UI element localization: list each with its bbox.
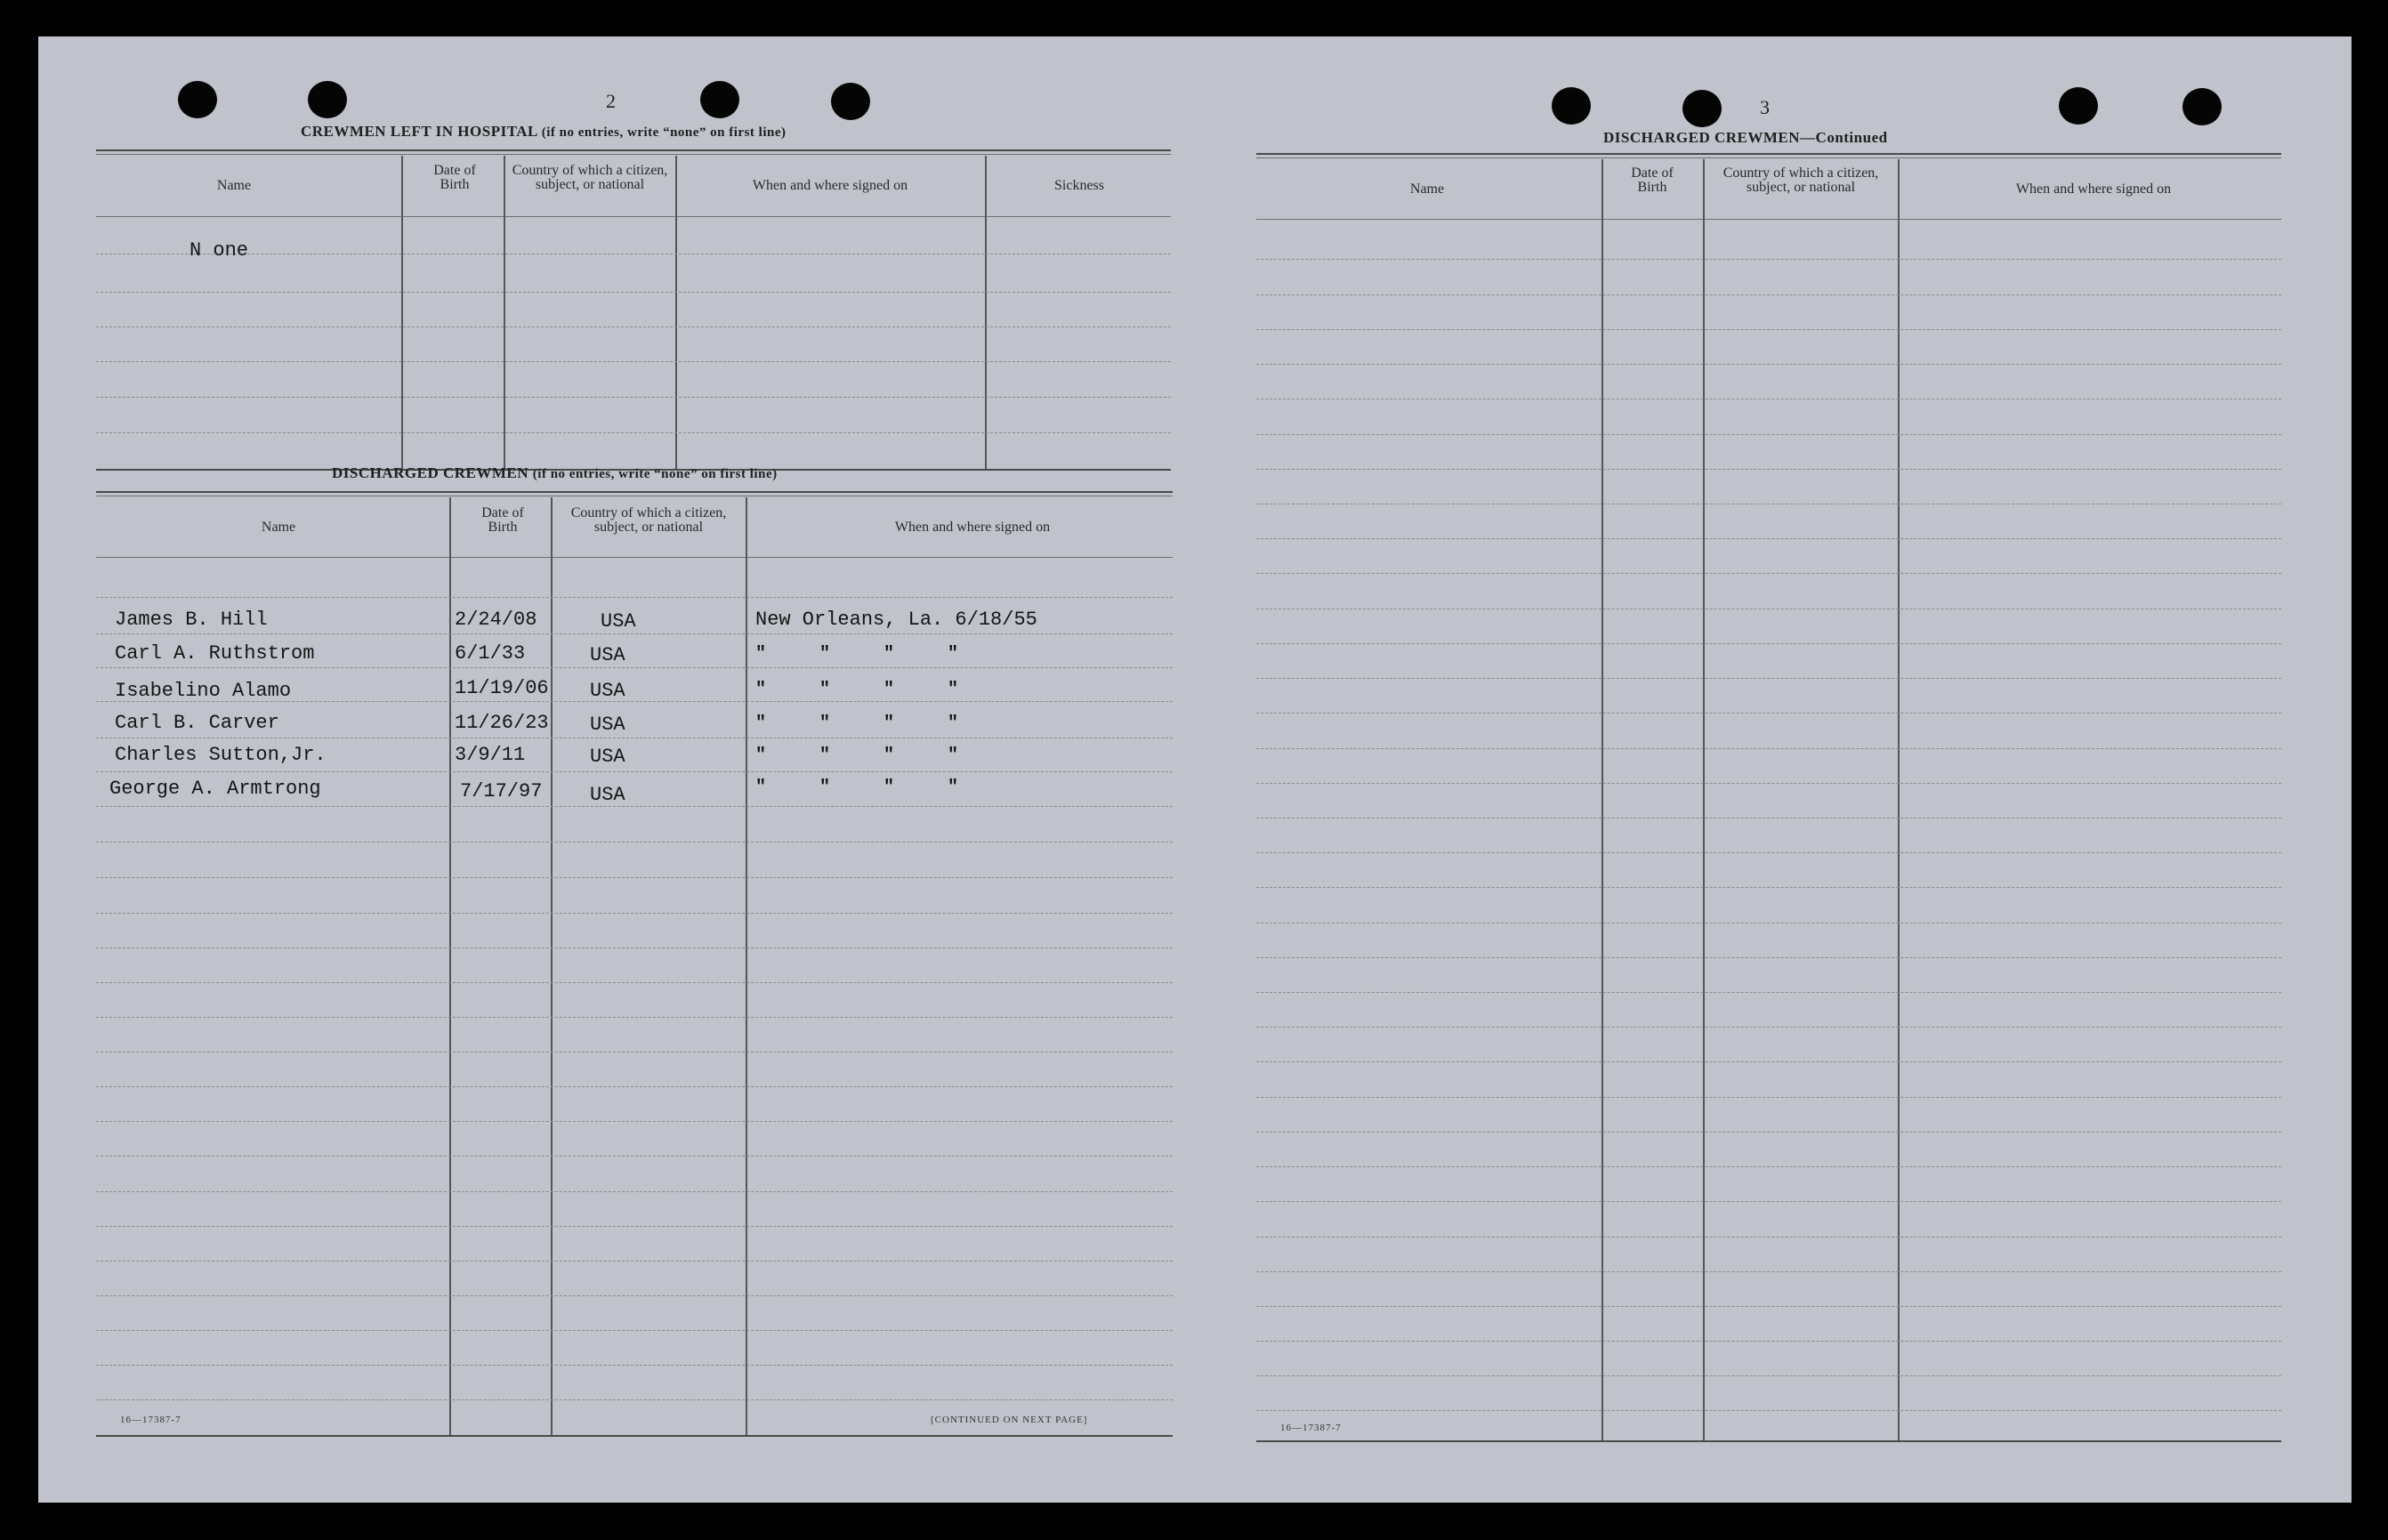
right-rule: [1256, 643, 2281, 644]
hospital-rule: [96, 292, 1171, 293]
punch-hole: [178, 81, 217, 118]
hospital-col-divider: [675, 156, 677, 471]
hospital-table-top: [96, 149, 1171, 151]
discharged-rule: [96, 1330, 1173, 1331]
right-rule: [1256, 1097, 2281, 1098]
hospital-header-name: Name: [216, 178, 252, 193]
discharged-rule: [96, 842, 1173, 843]
right-col-divider: [1601, 159, 1603, 1442]
right-header-when-where: When and where signed on: [2015, 181, 2172, 197]
table-row-country: USA: [590, 644, 625, 666]
right-table-top-2: [1256, 157, 2281, 158]
discharged-rule: [96, 806, 1173, 807]
table-row-dob: 11/19/06: [455, 677, 549, 699]
right-rule: [1256, 852, 2281, 853]
right-header-dob: Date of Birth: [1631, 165, 1674, 195]
discharged-table-top: [96, 491, 1173, 493]
hospital-col-divider: [504, 156, 505, 471]
hospital-col-divider: [985, 156, 987, 471]
punch-hole: [2059, 87, 2098, 125]
discharged-rule: [96, 667, 1173, 668]
table-row-dob: 3/9/11: [455, 744, 526, 766]
table-row-when-where: " " " ": [755, 746, 959, 766]
discharged-rule: [96, 947, 1173, 948]
right-col-divider: [1898, 159, 1900, 1442]
table-row-when-where: " " " ": [755, 714, 959, 734]
right-rule: [1256, 783, 2281, 784]
table-row-country: USA: [590, 680, 625, 702]
discharged-rule: [96, 982, 1173, 983]
right-rule: [1256, 294, 2281, 295]
right-rule: [1256, 329, 2281, 330]
hospital-section-title: [301, 123, 787, 141]
table-row-when-where: " " " ": [755, 680, 959, 700]
discharged-rule: [96, 1121, 1173, 1122]
right-col-divider: [1703, 159, 1705, 1442]
discharged-header-when-where: When and where signed on: [894, 520, 1051, 535]
discharged-title-note: (if no entries, write “none” on first line): [532, 467, 778, 481]
punch-hole: [1682, 90, 1722, 127]
discharged-rule: [96, 877, 1173, 878]
table-row-dob: 6/1/33: [455, 642, 526, 665]
table-row-name: Isabelino Alamo: [115, 680, 292, 702]
table-row-name: George A. Armtrong: [109, 778, 321, 800]
form-number-left: 16—17387-7: [120, 1415, 182, 1425]
punch-hole: [1552, 87, 1591, 125]
table-row-dob: 7/17/97: [460, 780, 543, 802]
punch-hole: [831, 83, 870, 120]
right-rule: [1256, 1027, 2281, 1028]
discharged-title-text: DISCHARGED CREWMEN: [332, 464, 529, 481]
hospital-rule: [96, 397, 1171, 398]
right-header-bottom: [1256, 219, 2281, 220]
right-rule: [1256, 1166, 2281, 1167]
discharged-header-dob: Date of Birth: [481, 505, 524, 535]
table-row-country: USA: [601, 610, 636, 633]
right-rule: [1256, 678, 2281, 679]
discharged-header-name: Name: [261, 520, 296, 535]
document-sheet: [38, 36, 2352, 1503]
table-row-name: James B. Hill: [115, 609, 268, 631]
discharged-header-bottom: [96, 557, 1173, 558]
discharged-rule: [96, 1226, 1173, 1227]
table-row-country: USA: [590, 714, 625, 736]
page-number-left: 2: [606, 90, 616, 112]
hospital-header-bottom: [96, 216, 1171, 217]
right-header-country: Country of which a citizen, subject, or national: [1722, 165, 1879, 195]
discharged-rule: [96, 1295, 1173, 1296]
discharged-rule: [96, 1017, 1173, 1018]
right-rule: [1256, 469, 2281, 470]
table-row-when-where: " " " ": [755, 778, 959, 798]
right-rule: [1256, 1201, 2281, 1202]
hospital-header-dob: Date of Birth: [433, 163, 476, 192]
table-row-when-where: New Orleans, La. 6/18/55: [755, 609, 1037, 631]
right-rule: [1256, 259, 2281, 260]
continued-note: [CONTINUED ON NEXT PAGE]: [931, 1415, 1088, 1425]
right-rule: [1256, 1237, 2281, 1238]
right-rule: [1256, 1061, 2281, 1062]
hospital-entry: N one: [190, 239, 249, 262]
right-table-bottom: [1256, 1440, 2281, 1442]
punch-hole: [700, 81, 739, 118]
discharged-rule: [96, 1261, 1173, 1262]
table-row-name: Charles Sutton,Jr.: [115, 744, 327, 766]
right-rule: [1256, 1271, 2281, 1272]
table-row-name: Carl A. Ruthstrom: [115, 642, 315, 665]
hospital-header-country: Country of which a citizen, subject, or national: [512, 163, 668, 192]
punch-hole: [308, 81, 347, 118]
hospital-rule: [96, 432, 1171, 433]
hospital-rule: [96, 361, 1171, 362]
discharged-rule: [96, 1086, 1173, 1087]
table-row-dob: 11/26/23: [455, 712, 549, 734]
discharged-rule: [96, 913, 1173, 914]
discharged-rule: [96, 1191, 1173, 1192]
table-row-when-where: " " " ": [755, 644, 959, 665]
table-row-dob: 2/24/08: [455, 609, 537, 631]
table-row-country: USA: [590, 746, 625, 768]
right-rule: [1256, 713, 2281, 714]
right-header-name: Name: [1409, 181, 1445, 197]
table-row-name: Carl B. Carver: [115, 712, 279, 734]
discharged-rule: [96, 771, 1173, 772]
right-rule: [1256, 992, 2281, 993]
right-rule: [1256, 887, 2281, 888]
page-number-right: 3: [1760, 96, 1770, 118]
discharged-rule: [96, 597, 1173, 598]
hospital-header-when-where: When and where signed on: [752, 178, 908, 193]
discharged-rule: [96, 1365, 1173, 1366]
right-rule: [1256, 748, 2281, 749]
form-number-right: 16—17387-7: [1280, 1423, 1342, 1433]
discharged-section-title: [332, 464, 778, 482]
discharged-rule: [96, 1156, 1173, 1157]
right-rule: [1256, 1132, 2281, 1133]
right-rule: [1256, 434, 2281, 435]
right-rule: [1256, 1375, 2281, 1376]
table-row-country: USA: [590, 784, 625, 806]
continued-section-title: DISCHARGED CREWMEN—Continued: [1603, 129, 1888, 146]
hospital-title-text: CREWMEN LEFT IN HOSPITAL: [301, 123, 537, 140]
discharged-rule: [96, 1399, 1173, 1400]
right-rule: [1256, 573, 2281, 574]
discharged-rule: [96, 633, 1173, 634]
hospital-header-sickness: Sickness: [1054, 178, 1104, 193]
hospital-title-note: (if no entries, write “none” on first line): [541, 125, 787, 140]
hospital-col-divider: [401, 156, 403, 471]
discharged-table-bottom: [96, 1435, 1173, 1437]
right-rule: [1256, 1410, 2281, 1411]
right-rule: [1256, 538, 2281, 539]
right-table-top: [1256, 153, 2281, 155]
right-rule: [1256, 1341, 2281, 1342]
punch-hole: [2182, 88, 2222, 125]
hospital-table-top-2: [96, 154, 1171, 155]
discharged-header-country: Country of which a citizen, subject, or national: [570, 505, 727, 535]
right-rule: [1256, 957, 2281, 958]
right-rule: [1256, 1306, 2281, 1307]
right-rule: [1256, 364, 2281, 365]
